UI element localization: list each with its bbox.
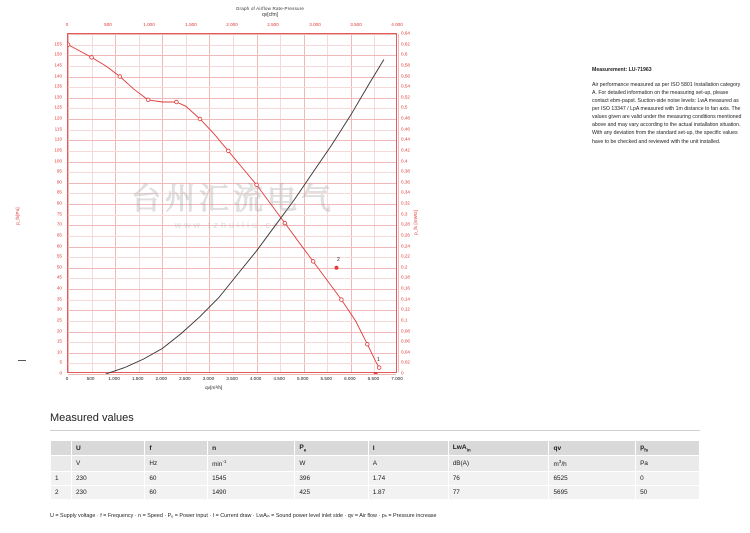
unit-f: Hz [145, 456, 208, 472]
y-tick-label: 40 [56, 285, 62, 291]
measured-values-footnote: U = Supply voltage · f = Frequency · n = Speed · Pₑ = Power input · I = Current draw · LwAᵢₙ = Sound power level inlet side · qv = Air flow · pₕ = Pressure increase [50, 513, 437, 519]
cell-pfs: 50 [636, 486, 700, 500]
measurement-id: Measurement: LU-71963 [592, 67, 652, 73]
chart-title: Graph of Airflow Rate-Pressure [235, 6, 305, 11]
series-marker [146, 98, 150, 102]
y2-tick-label: 0,02 [401, 359, 410, 365]
top-tick: 2.500 [267, 22, 279, 27]
series-line-1 [106, 60, 384, 375]
y2-tick-label: 0,36 [401, 179, 410, 185]
y-tick-label: 80 [56, 200, 62, 206]
y2-tick-label: 0,5 [401, 104, 408, 110]
divider [50, 430, 700, 431]
y-tick-label: 60 [56, 243, 62, 248]
y2-tick-label: 0,26 [401, 232, 410, 238]
y2-tick-label: 0,48 [401, 115, 410, 121]
cell-n: 1545 [208, 472, 295, 486]
annotation-point-2: 2 [337, 257, 340, 263]
gridline-horizontal [68, 374, 396, 375]
col-index [51, 441, 72, 456]
top-tick: 1.000 [143, 22, 155, 27]
left-axis-title: p_fs[Pa] [16, 207, 21, 225]
y2-tick-label: 0,38 [401, 168, 410, 174]
annotation-point-1: 1 [377, 357, 380, 363]
cell-i: 1.87 [368, 486, 448, 500]
y2-tick-label: 0,4 [401, 158, 408, 163]
x-tick-label: 3.000 [202, 376, 215, 381]
series-line-0 [68, 45, 379, 368]
col-pe: $P_e$ [295, 441, 368, 456]
y2-tick-label: 0,1 [401, 317, 408, 323]
row-index: 2 [51, 486, 72, 500]
y-tick-label: 75 [56, 211, 62, 217]
y2-tick-label: 0,32 [401, 200, 410, 206]
x-tick-label: 6.500 [367, 376, 380, 381]
measurement-note [592, 66, 742, 146]
y-tick-label: 15 [56, 338, 62, 344]
col-u: U [72, 441, 145, 456]
cell-f: 60 [145, 472, 208, 486]
cell-lwa: 76 [448, 472, 549, 486]
cell-pe: 396 [295, 472, 368, 486]
y2-tick-label: 0,52 [401, 94, 410, 100]
measurement-body: Air performance measured as per ISO 5801 Installation category A. For detailed information on the measuring set-up, please contact ebm-papst. Suction-side noise levels: LwA measured as per ISO 13347 / LpA measured with 1m distance to fan axis. The values given are valid under the measuring conditions mentioned above and may vary according to the actual installation situation. With any deviation from the standard set-up, the specific values have to be checked and reviewed with the unit installed. [592, 82, 742, 145]
unit-qv: $m^3/h$ [549, 456, 636, 472]
x-tick-label: 1.000 [108, 376, 120, 381]
top-tick: 3.000 [309, 22, 321, 27]
y2-tick-label: 0,58 [401, 62, 410, 68]
unit-pfs: Pa [636, 456, 700, 472]
table-row [51, 472, 700, 486]
top-tick: 500 [104, 22, 112, 27]
y-tick-label: 55 [56, 253, 62, 259]
top-tick: 0 [65, 22, 69, 27]
y-tick-label: 10 [56, 349, 62, 355]
x-tick-label: 1.500 [131, 376, 144, 381]
series-marker [198, 117, 202, 121]
y2-tick-label: 0,42 [401, 147, 410, 153]
y-tick-label: 100 [54, 158, 62, 163]
col-lwa: LwA$_{in}$ [448, 441, 549, 456]
series-marker [283, 221, 287, 225]
y-tick-label: 135 [54, 83, 62, 89]
y-tick-label: 145 [54, 62, 62, 68]
x-tick-label: 4.000 [249, 376, 262, 381]
annotation-marker [334, 266, 338, 270]
series-marker [68, 43, 70, 47]
col-qv: qv [549, 441, 636, 456]
cell-n: 1490 [208, 486, 295, 500]
y-tick-label: 5 [59, 359, 62, 365]
y-tick-label: 35 [56, 296, 62, 302]
y2-tick-label: 0,18 [401, 274, 410, 280]
top-tick: 3.500 [350, 22, 362, 27]
y2-tick-label: 0,04 [401, 349, 410, 355]
cell-qv: 5695 [549, 486, 636, 500]
cell-qv: 6525 [549, 472, 636, 486]
series-marker [226, 149, 230, 153]
gridline-vertical [398, 34, 399, 372]
row-index: 1 [51, 472, 72, 486]
series-marker [311, 260, 315, 264]
cell-u: 230 [72, 472, 145, 486]
y2-tick-label: 0,46 [401, 126, 410, 132]
unit-u: V [72, 456, 145, 472]
y-tick-label: 140 [54, 73, 62, 78]
cell-u: 230 [72, 486, 145, 500]
y-tick-label: 30 [56, 306, 62, 312]
y2-tick-label: 0,34 [401, 189, 410, 195]
unit-n: $\min^{-1}$ [208, 456, 295, 472]
series-marker [118, 75, 122, 79]
x-tick-label: 2.500 [179, 376, 191, 381]
measured-values-title: Measured values [50, 412, 134, 424]
y2-tick-label: 0,24 [401, 243, 410, 248]
cell-f: 60 [145, 486, 208, 500]
y2-tick-label: 0,22 [401, 253, 410, 259]
annotation-marker [374, 372, 378, 374]
x-tick-label: 5.500 [320, 376, 333, 381]
y2-tick-label: 0,06 [401, 338, 410, 344]
y-tick-label: 65 [56, 232, 62, 238]
col-n: n [208, 441, 295, 456]
x-tick-label: 7.000 [391, 376, 403, 381]
series-marker [175, 100, 179, 104]
y-tick-label: 45 [56, 274, 62, 280]
y-tick-label: 105 [54, 147, 62, 153]
x-tick-label: 5.000 [296, 376, 309, 381]
col-f: f [145, 441, 208, 456]
series-marker [340, 298, 344, 302]
col-i: I [368, 441, 448, 456]
unit-index [51, 456, 72, 472]
plot-area [67, 33, 397, 373]
y-tick-label: 125 [54, 104, 62, 110]
y-tick-label: 20 [56, 328, 62, 333]
y2-tick-label: 0 [401, 370, 404, 376]
cell-pe: 425 [295, 486, 368, 500]
y-tick-label: 110 [54, 136, 62, 142]
y2-tick-label: 0,12 [401, 306, 410, 312]
chart-top-axis-label: qv[cfm] [261, 12, 279, 18]
y-tick-label: 90 [56, 179, 62, 185]
y2-tick-label: 0,16 [401, 285, 410, 291]
table-units-row [51, 456, 700, 472]
y-tick-label: 150 [54, 51, 62, 57]
unit-lwa: dB(A) [448, 456, 549, 472]
top-tick: 4 000 [391, 22, 403, 27]
unit-pe: W [295, 456, 368, 472]
y-tick-label: 50 [56, 264, 62, 270]
table-row [51, 486, 700, 500]
series-marker [366, 342, 370, 346]
cell-lwa: 77 [448, 486, 549, 500]
y-tick-label: 25 [56, 317, 62, 323]
y2-tick-label: 0,6 [401, 51, 408, 57]
y2-tick-label: 0,44 [401, 136, 410, 142]
series-marker [377, 366, 381, 370]
y2-tick-label: 0,28 [401, 221, 410, 227]
series-marker [255, 183, 259, 187]
series-marker [90, 56, 94, 60]
y-tick-label: 95 [56, 168, 62, 174]
y-tick-label: 130 [54, 94, 62, 100]
y2-tick-label: 0,08 [401, 328, 410, 333]
x-tick-label: 0 [65, 376, 69, 381]
y-tick-label: 155 [54, 41, 62, 47]
y2-tick-label: 0,62 [401, 41, 410, 47]
measured-values-table [50, 440, 700, 500]
col-pfs: $p_{fs}$ [636, 441, 700, 456]
top-tick: 1.500 [185, 22, 197, 27]
top-tick: 2.000 [226, 22, 238, 27]
bottom-axis-title: qv[m³/h] [205, 386, 223, 391]
y2-tick-label: 0,64 [401, 30, 410, 36]
x-tick-label: 2.000 [155, 376, 168, 381]
y2-tick-label: 0,3 [401, 211, 408, 217]
page-marker [18, 360, 26, 361]
x-tick-label: 500 [86, 376, 95, 381]
y-tick-label: 70 [56, 221, 62, 227]
right-axis-title: p_fs [inWG] [414, 209, 419, 235]
y2-tick-label: 0,14 [401, 296, 410, 302]
y-tick-label: 0 [59, 370, 62, 376]
y-tick-label: 85 [56, 189, 62, 195]
unit-i: A [368, 456, 448, 472]
y-tick-label: 120 [54, 115, 62, 121]
x-tick-label: 6.000 [344, 376, 356, 381]
curve-svg [68, 34, 398, 374]
x-tick-label: 4.500 [273, 376, 285, 381]
watermark-subtext: www.tzhuiliu.com [174, 220, 292, 230]
y2-tick-label: 0,56 [401, 73, 410, 78]
y2-tick-label: 0,2 [401, 264, 408, 270]
top-axis-ticks [65, 22, 403, 32]
y-tick-label: 115 [54, 126, 62, 132]
cell-pfs: 0 [636, 472, 700, 486]
cell-i: 1.74 [368, 472, 448, 486]
y2-tick-label: 0,54 [401, 83, 410, 89]
watermark-text: 台州汇流电气 [131, 183, 335, 216]
table-header-row [51, 441, 700, 456]
x-tick-label: 3.500 [226, 376, 238, 381]
